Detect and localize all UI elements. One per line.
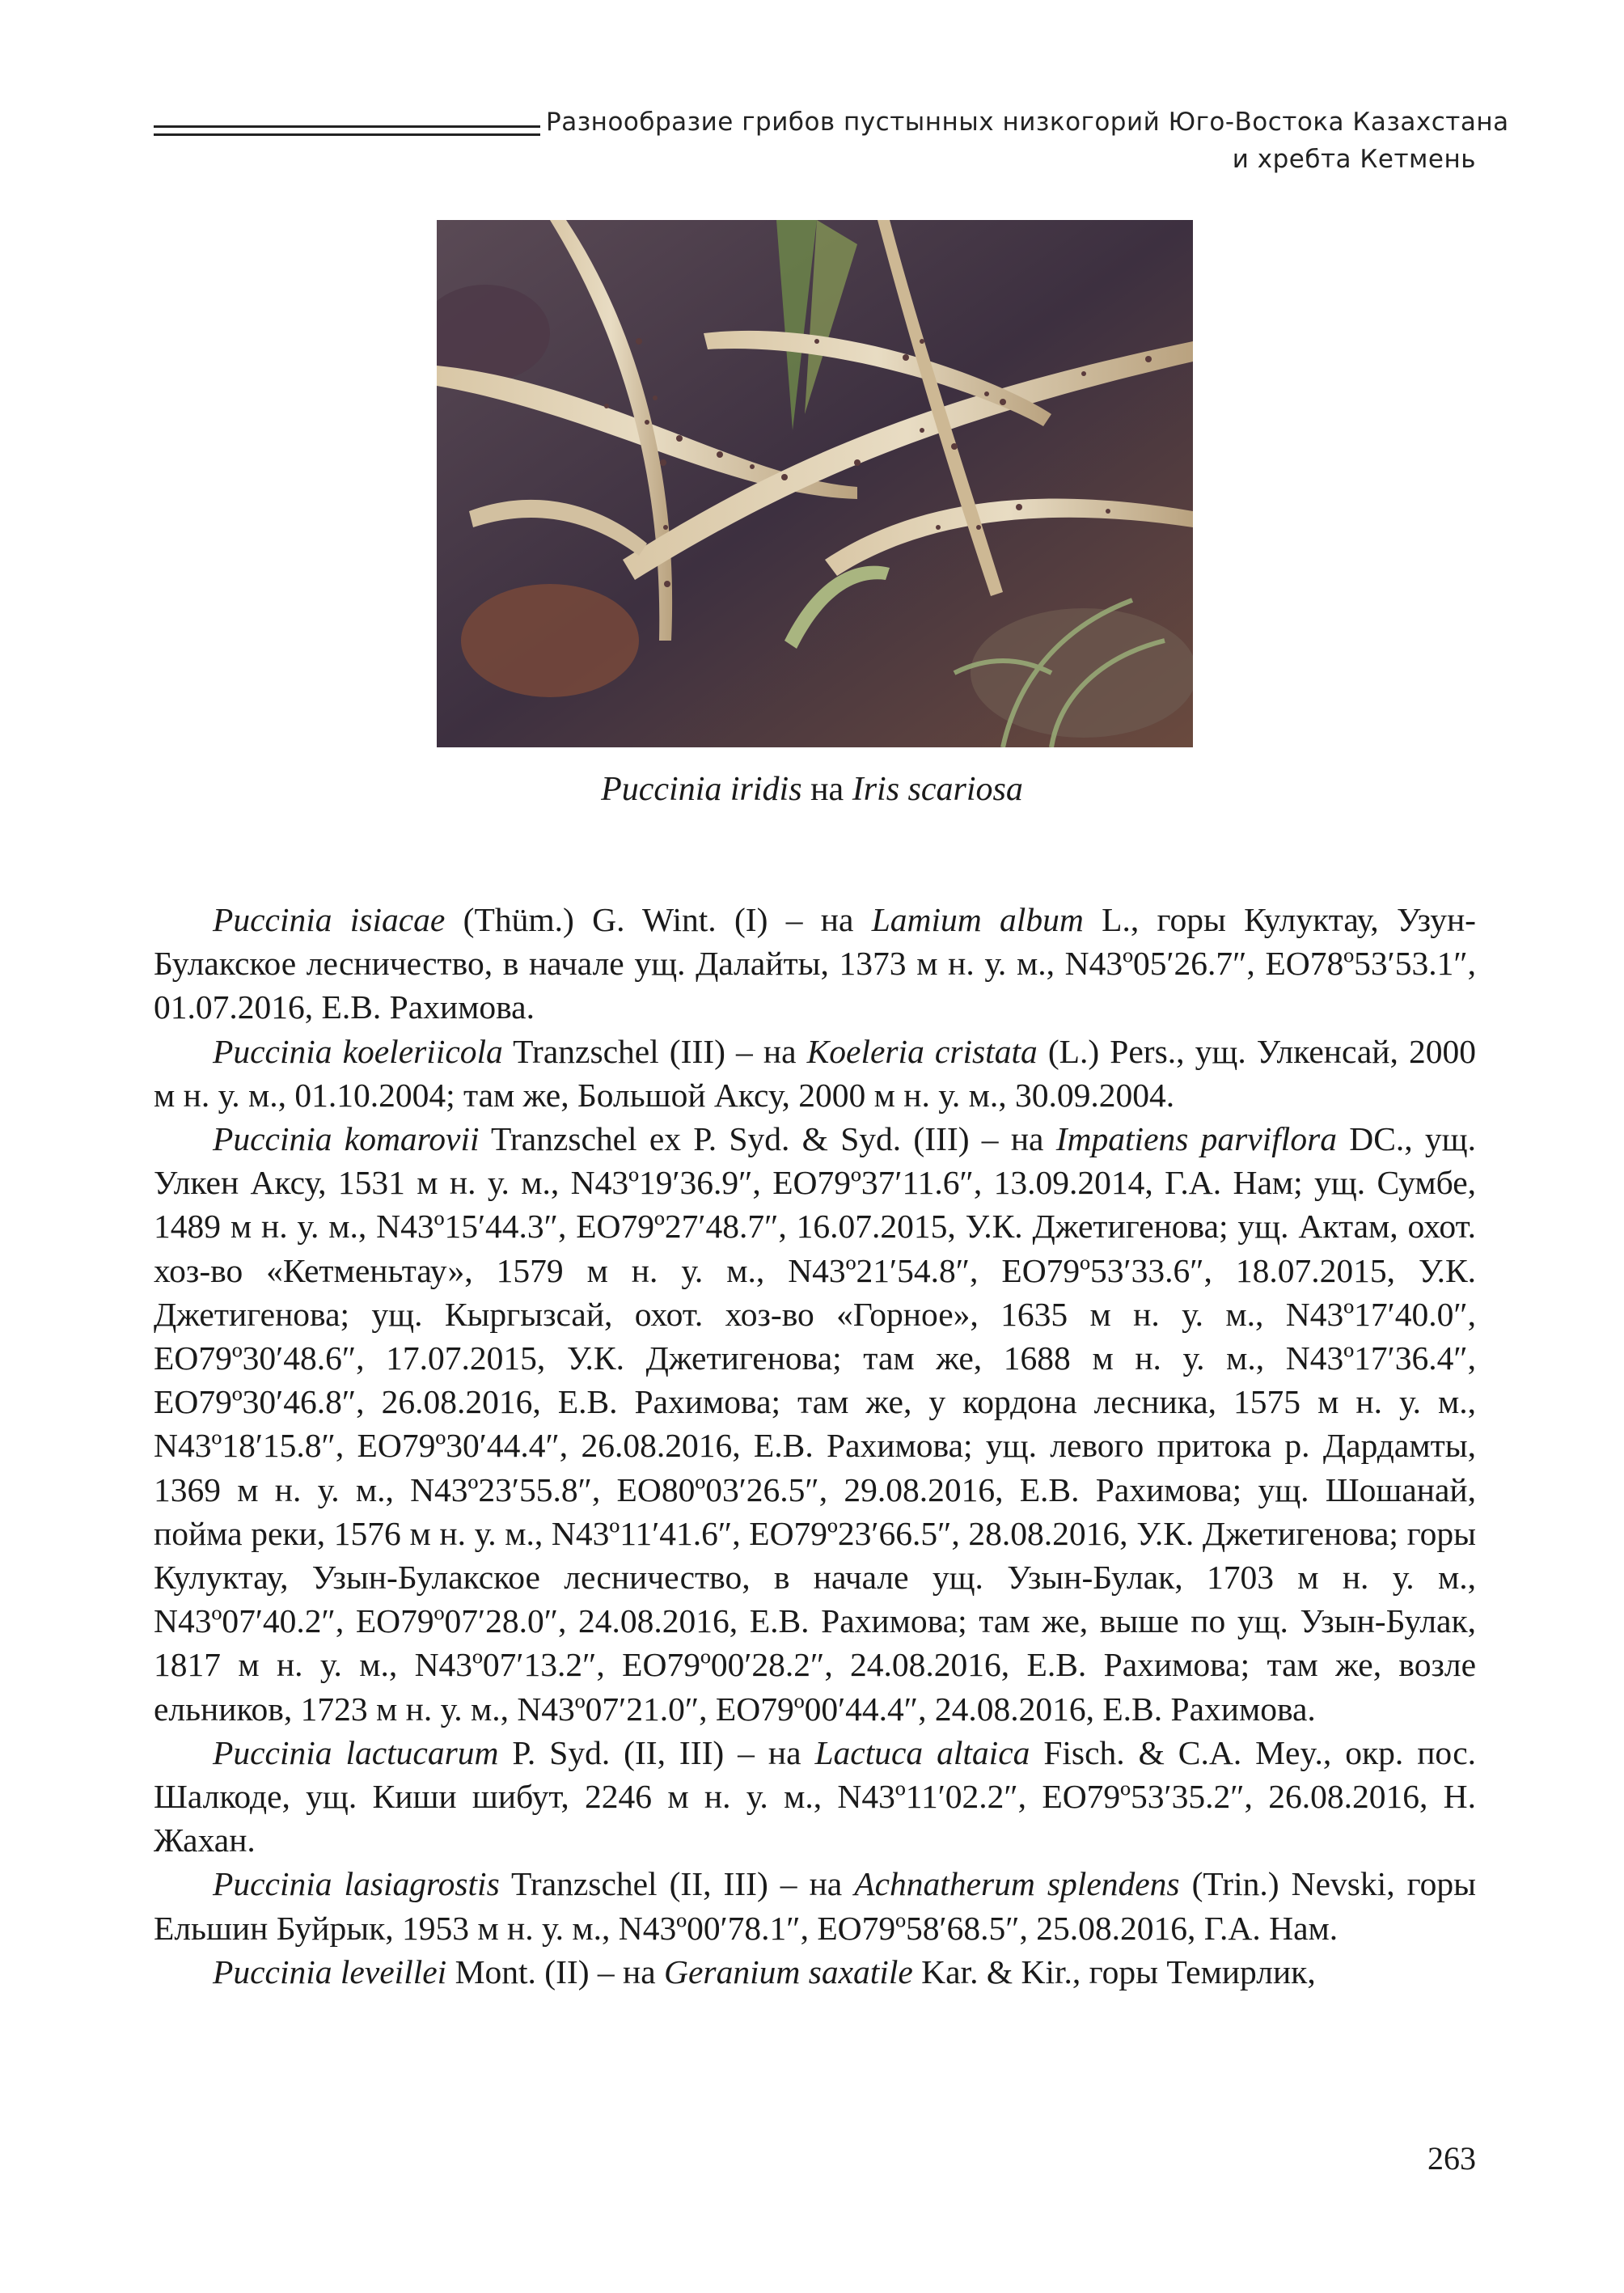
species-name: Puccinia komarovii <box>213 1120 480 1158</box>
entry-puccinia-lactucarum <box>154 1731 1476 1863</box>
running-head-line-1: Разнообразие грибов пустынных низкогорий Юго-Востока Казахстана <box>546 108 1509 137</box>
entry-text: Tranzschel (III) – на <box>502 1032 807 1070</box>
entry-puccinia-leveillei <box>154 1950 1476 1994</box>
running-head-line-2: и хребта Кетмень <box>1232 145 1476 174</box>
species-name: Puccinia isiacae <box>213 901 446 938</box>
entry-text: Kar. & Kir., горы Темирлик, <box>912 1952 1316 1991</box>
host-name: Lactuca altaica <box>814 1733 1030 1771</box>
entry-puccinia-isiacae <box>154 898 1476 1030</box>
entry-puccinia-komarovii <box>154 1117 1476 1731</box>
entry-puccinia-lasiagrostis <box>154 1862 1476 1949</box>
page-number: 263 <box>1427 2140 1476 2177</box>
entry-text: Tranzschel (II, III) – на <box>499 1865 855 1903</box>
entry-text: Tranzschel ex P. Syd. & Syd. (III) – на <box>479 1120 1056 1158</box>
species-name: Puccinia leveillei <box>213 1952 447 1991</box>
host-name: Achnatherum splendens <box>854 1865 1180 1903</box>
body-text <box>154 898 1476 1994</box>
host-name: Impatiens parviflora <box>1055 1120 1337 1158</box>
running-head <box>546 104 1509 178</box>
entry-text: Fisch. & C.A. Mey., окр. пос. Шалкоде, ущ. Киши шибут, 2246 м н. у. м., N43º11′02.2″, EO79º53′35.2″, 26.08.2016, Н. Жахан. <box>154 1733 1477 1859</box>
caption-host: Iris scariosa <box>852 771 1023 808</box>
host-name: Geranium saxatile <box>664 1952 913 1991</box>
header-rule-top <box>154 125 540 128</box>
header-rule-bottom <box>154 133 540 136</box>
host-name: Lamium album <box>871 901 1084 938</box>
entry-text: (Trin.) Nevski, горы Ельшин Буйрык, 1953 м н. у. м., N43º00′78.1″, EO79º58′68.5″, 25.08.2016, Г.А. Нам. <box>154 1865 1476 1947</box>
entry-text: DC., ущ. Улкен Аксу, 1531 м н. у. м., N43º19′36.9″, EO79º37′11.6″, 13.09.2014, Г.А. Нам; ущ. Сумбе, 1489 м н. у. м., N43º15′44.3″, EO79º27′48.7″, 16.07.2015, У.К. Джетигенова; ущ. Актам, охот. хоз-во «Кетменьтау», 1579 м н. у. м., N43º21′54.8″, EO79º53′33.6″, 18.07.2015, У.К. Джетигенова; ущ. Кыргызсай, охот. хоз-во «Горное», 1635 м н. у. м., N43º17′40.0″, EO79º30′48.6″, 17.07.2015, У.К. Джетигенова; там же, 1688 м н. у. м., N43º17′36.4″, EO79º30′46.8″, 26.08.2016, Е.В. Рахимова; там же, у кордона лесника, 1575 м н. у. м., N43º18′15.8″, EO79º30′44.4″, 26.08.2016, Е.В. Рахимова; ущ. левого притока р. Дардамты, 1369 м н. у. м., N43º23′55.8″, EO80º03′26.5″, 29.08.2016, Е.В. Рахимова; ущ. Шошанай, пойма реки, 1576 м н. у. м., N43º11′41.6″, EO79º23′66.5″, 28.08.2016, У.К. Джетигенова; горы Кулуктау, Узын-Булакское лесничество, в начале ущ. Узын-Булак, 1703 м н. у. м., N43º07′40.2″, EO79º07′28.0″, 24.08.2016, Е.В. Рахимова; там же, выше по ущ. Узын-Булак, 1817 м н. у. м., N43º07′13.2″, EO79º00′28.2″, 24.08.2016, Е.В. Рахимова; там же, возле ельников, 1723 м н. у. м., N43º07′21.0″, EO79º00′44.4″, 24.08.2016, Е.В. Рахимова. <box>154 1120 1476 1728</box>
species-name: Puccinia lasiagrostis <box>213 1865 500 1903</box>
entry-puccinia-koeleriicola <box>154 1030 1476 1117</box>
iris-photo-illustration <box>437 220 1193 747</box>
entry-text: Mont. (II) – на <box>446 1952 665 1991</box>
entry-text: L., горы Кулуктау, Узун-Булакское лесничество, в начале ущ. Далайты, 1373 м н. у. м., N43º05′26.7″, EO78º53′53.1″, 01.07.2016, Е.В. Рахимова. <box>154 901 1476 1026</box>
species-name: Puccinia koeleriicola <box>213 1032 503 1070</box>
host-name: Koeleria cristata <box>806 1032 1038 1070</box>
entry-text: (L.) Pers., ущ. Улкенсай, 2000 м н. у. м., 01.10.2004; там же, Большой Аксу, 2000 м н. у. м., 30.09.2004. <box>154 1032 1476 1114</box>
caption-species: Puccinia iridis <box>601 771 802 808</box>
entry-text: P. Syd. (II, III) – на <box>498 1733 815 1771</box>
species-name: Puccinia lactucarum <box>213 1733 499 1771</box>
entry-text: (Thüm.) G. Wint. (I) – на <box>445 901 872 938</box>
caption-on: на <box>801 771 852 808</box>
figure-caption <box>0 768 1624 810</box>
figure-photo <box>437 220 1193 747</box>
